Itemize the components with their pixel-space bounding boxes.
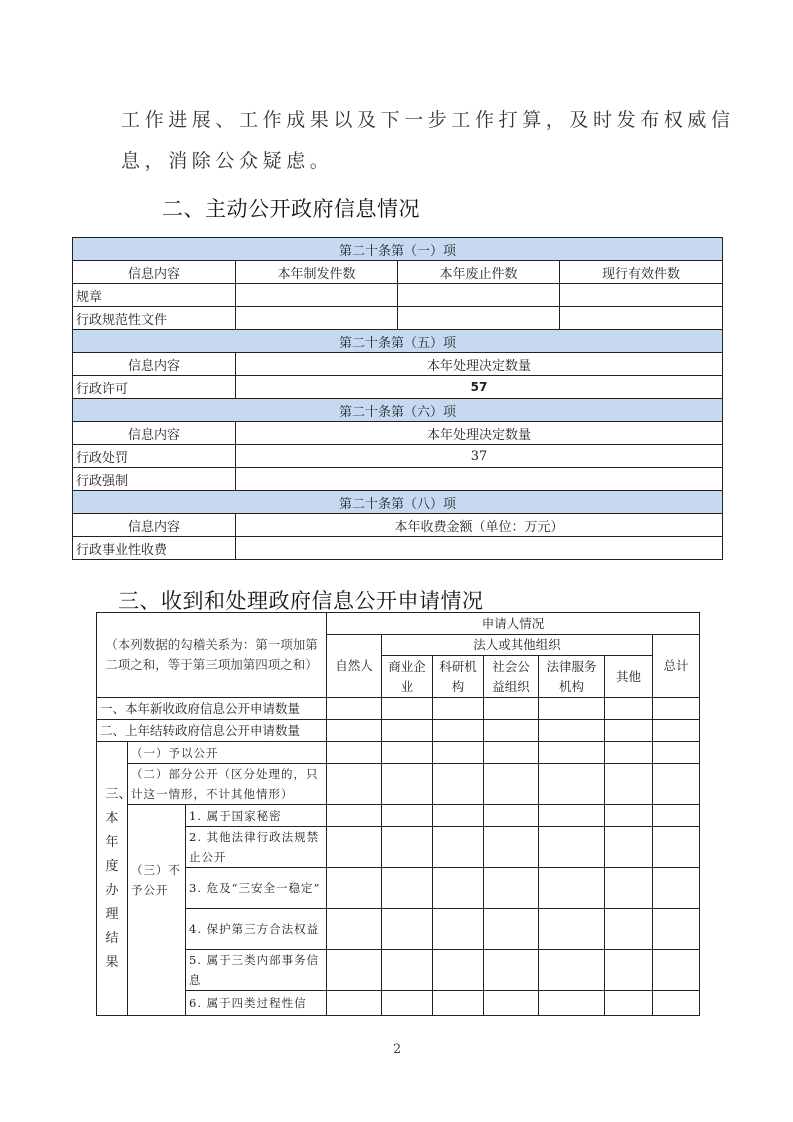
row-label-carried-over: 二、上年结转政府信息公开申请数量 [97,720,327,742]
empty-cell [327,805,382,827]
empty-cell [433,868,484,909]
results-group-text: 三、本年度办理结果 [105,786,132,970]
legal-service-org-header: 法律服务机构 [539,656,605,698]
header-decision-count: 本年处理决定数量 [236,353,723,376]
header-info-content: 信息内容 [73,514,236,537]
table-row [73,445,723,468]
empty-cell [539,991,605,1016]
empty-cell [605,805,653,827]
empty-cell [539,805,605,827]
empty-cell [484,698,539,720]
article-1-title-row [73,238,723,261]
empty-cell [327,720,382,742]
article-1-header-row [73,261,723,284]
row-label-internal-affairs: 5. 属于三类内部事务信息 [186,950,327,991]
row-label-open: （一）予以公开 [128,742,327,764]
empty-cell [433,720,484,742]
table-row [97,764,700,805]
empty-cell [327,827,382,868]
empty-cell [327,950,382,991]
header-decision-count: 本年处理决定数量 [236,422,723,445]
cell-value: 57 [236,376,723,399]
public-welfare-org-header: 社会公益组织 [484,656,539,698]
empty-cell [327,698,382,720]
cell-value [398,284,560,307]
row-label-new-requests: 一、本年新收政府信息公开申请数量 [97,698,327,720]
empty-cell [484,827,539,868]
body-paragraph-line-1: 工作进展、工作成果以及下一步工作打算，及时发布权威信 [121,109,735,131]
empty-cell [382,764,433,805]
empty-cell [539,909,605,950]
empty-cell [539,827,605,868]
page-number: 2 [393,1042,402,1057]
article-8-title-row [73,491,723,514]
empty-cell [484,742,539,764]
empty-cell [484,950,539,991]
empty-cell [327,742,382,764]
header-valid-count: 现行有效件数 [560,261,723,284]
empty-cell [382,868,433,909]
legal-entity-header: 法人或其他组织 [382,635,653,656]
row-label-law-prohibited: 2. 其他法律行政法规禁止公开 [186,827,327,868]
empty-cell [484,720,539,742]
empty-cell [605,764,653,805]
empty-cell [484,805,539,827]
empty-cell [653,868,700,909]
empty-cell [605,909,653,950]
empty-cell [539,950,605,991]
empty-cell [605,698,653,720]
cell-value [236,284,398,307]
table-row [97,950,700,991]
row-label: 行政事业性收费 [73,537,236,560]
total-header: 总计 [653,635,700,698]
row-label: 行政规范性文件 [73,307,236,330]
empty-cell [653,909,700,950]
empty-cell [382,991,433,1016]
table-row [97,868,700,909]
row-label-three-safety: 3. 危及“三安全一稳定” [186,868,327,909]
row-label-state-secret: 1. 属于国家秘密 [186,805,327,827]
empty-cell [484,764,539,805]
article-5-title: 第二十条第（五）项 [73,330,723,353]
cell-value [560,307,723,330]
empty-cell [539,698,605,720]
empty-cell [484,909,539,950]
row-label-third-party: 4. 保护第三方合法权益 [186,909,327,950]
table-row [73,537,723,560]
row-label: 行政强制 [73,468,236,491]
empty-cell [433,805,484,827]
empty-cell [605,991,653,1016]
table-row [73,307,723,330]
empty-cell [653,827,700,868]
table-row [97,742,700,764]
article-1-title: 第二十条第（一）项 [73,238,723,261]
empty-cell [484,991,539,1016]
row-label-partial: （二）部分公开（区分处理的，只计这一情形，不计其他情形） [128,764,327,805]
article-6-title: 第二十条第（六）项 [73,399,723,422]
empty-cell [653,720,700,742]
cell-value [236,468,723,491]
cell-value [236,307,398,330]
empty-cell [653,742,700,764]
empty-cell [433,950,484,991]
row-label-process-info: 6. 属于四类过程性信 [186,991,327,1016]
table-row [97,827,700,868]
cell-value [236,537,723,560]
cell-value [560,284,723,307]
article-8-header-row [73,514,723,537]
research-institution-header: 科研机构 [433,656,484,698]
body-paragraph-line-2: 息，消除公众疑虑。 [121,150,334,172]
table-row [97,991,700,1016]
empty-cell [327,868,382,909]
cell-value [398,307,560,330]
header-info-content: 信息内容 [73,422,236,445]
empty-cell [539,764,605,805]
section-2-heading: 二、主动公开政府信息情况 [162,197,420,221]
empty-cell [382,720,433,742]
empty-cell [539,868,605,909]
not-open-group-label: （三）不予公开 [128,805,186,1016]
article-5-title-row [73,330,723,353]
applicant-header: 申请人情况 [327,613,700,635]
empty-cell [605,827,653,868]
table-row [73,376,723,399]
empty-cell [433,764,484,805]
proactive-disclosure-table [72,237,723,560]
article-6-title-row [73,399,723,422]
disclosure-requests-table [96,612,700,1016]
empty-cell [327,909,382,950]
table-row [73,284,723,307]
empty-cell [382,827,433,868]
empty-cell [433,827,484,868]
corner-note: （本列数据的勾稽关系为：第一项加第二项之和，等于第三项加第四项之和） [97,613,327,698]
article-6-header-row [73,422,723,445]
table-row [97,720,700,742]
empty-cell [382,742,433,764]
results-group-label [97,742,132,1016]
empty-cell [433,909,484,950]
empty-cell [484,868,539,909]
empty-cell [327,991,382,1016]
article-8-title: 第二十条第（八）项 [73,491,723,514]
empty-cell [382,805,433,827]
empty-cell [433,698,484,720]
article-5-header-row [73,353,723,376]
empty-cell [539,742,605,764]
header-row-1 [97,613,700,635]
commercial-enterprise-header: 商业企业 [382,656,433,698]
empty-cell [433,742,484,764]
empty-cell [653,805,700,827]
empty-cell [653,950,700,991]
table-row [97,698,700,720]
empty-cell [605,742,653,764]
empty-cell [605,868,653,909]
header-fee-amount: 本年收费金额（单位：万元） [236,514,723,537]
empty-cell [382,909,433,950]
empty-cell [327,764,382,805]
cell-value: 37 [236,445,723,468]
header-issued-count: 本年制发件数 [236,261,398,284]
empty-cell [653,698,700,720]
empty-cell [653,991,700,1016]
empty-cell [433,991,484,1016]
header-abolished-count: 本年废止件数 [398,261,560,284]
other-org-header: 其他 [605,656,653,698]
row-label: 行政处罚 [73,445,236,468]
row-label: 行政许可 [73,376,236,399]
header-info-content: 信息内容 [73,261,236,284]
natural-person-header: 自然人 [327,635,382,698]
empty-cell [539,720,605,742]
empty-cell [605,720,653,742]
table-row [73,468,723,491]
empty-cell [382,698,433,720]
row-label: 规章 [73,284,236,307]
section-3-heading: 三、收到和处理政府信息公开申请情况 [118,589,484,613]
empty-cell [653,764,700,805]
empty-cell [382,950,433,991]
empty-cell [605,950,653,991]
header-info-content: 信息内容 [73,353,236,376]
table-row [97,805,700,827]
table-row [97,909,700,950]
